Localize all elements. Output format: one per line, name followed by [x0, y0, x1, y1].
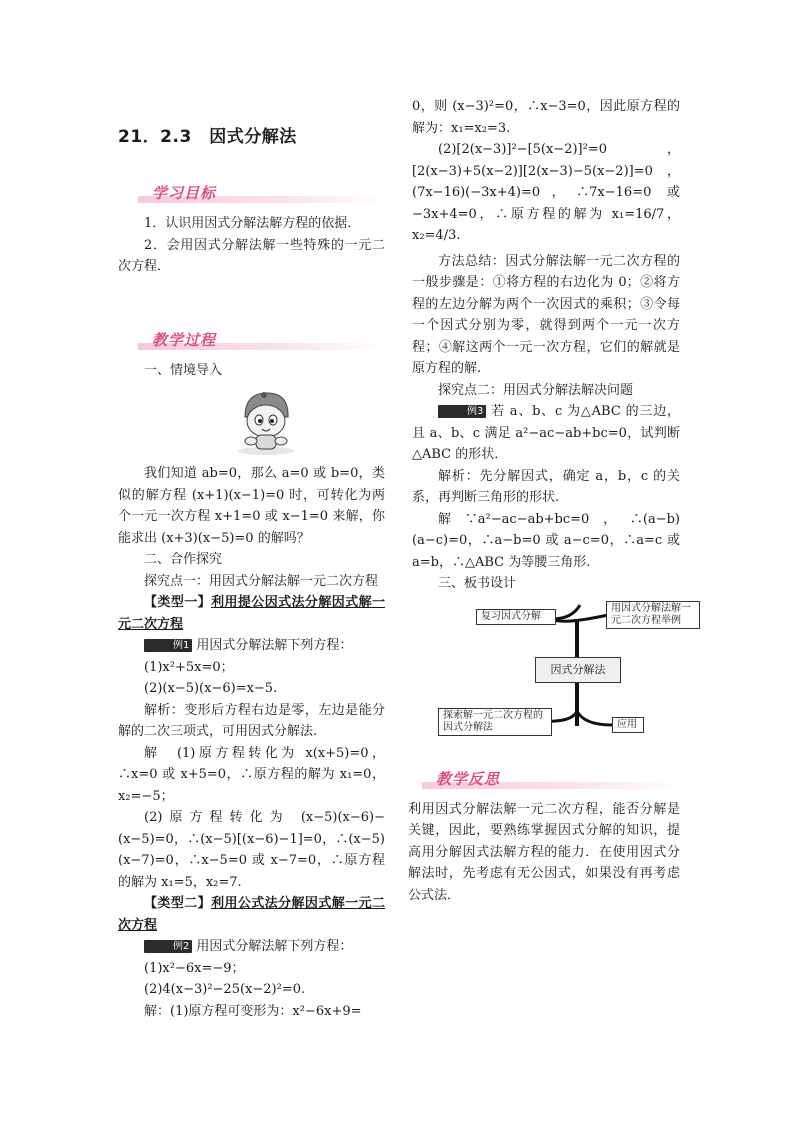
example-2-q1: (1)x²−6x=−9；	[144, 960, 245, 976]
right-column	[408, 96, 691, 906]
example-2-text: 用因式分解法解下列方程：	[196, 939, 353, 954]
intro-heading: 一、情境导入	[144, 362, 223, 378]
point2-heading: 探究点二：用因式分解法解决问题	[438, 382, 634, 398]
type2-text: 利用公式法分解因式解一元二次方程	[118, 896, 385, 933]
objective-2: 2．会用因式分解法解一些特殊的一元二次方程．	[118, 237, 385, 274]
example-2-solution-start: 解：(1)原方程可变形为：x²−6x+9=	[144, 1003, 362, 1019]
example-badge: 例3	[438, 405, 486, 418]
method-summary: 方法总结：因式分解法解一元二次方程的一般步骤是：①将方程的右边化为 0；②将方程的左边分解为两个一次因式的乘积；③令每一个因式分别为零，就得到两个一元一次方程；④解这两个一元一次方程，它们的解就是原方程的解.	[412, 253, 680, 376]
type2-heading	[118, 893, 385, 936]
objective-1: 1．认识用因式分解法解方程的依据．	[144, 216, 361, 231]
intro-text: 我们知道 ab=0，那么 a=0 或 b=0，类似的解方程 (x+1)(x−1)=0 时，可转化为两个一元一次方程 x+1=0 或 x−1=0 来解，你能求出 (x+3)(x−5)=0 的解吗？	[118, 466, 385, 546]
page-title: 21．2.3 因式分解法	[118, 127, 297, 147]
section-header-reflection	[402, 769, 680, 793]
example-1-text: 用因式分解法解下列方程：	[196, 638, 353, 653]
diagram-box-explore: 探索解一元二次方程的因式分解法	[438, 708, 552, 736]
section-label: 教学过程	[152, 330, 217, 349]
type1-tag: 【类型一】	[144, 595, 212, 610]
diagram-box-center: 因式分解法	[535, 657, 621, 683]
example-2-solution-cont: 0，则 (x−3)²=0，∴x−3=0，因此原方程的解为：x₁=x₂=3.	[412, 99, 680, 136]
example-2-q2: (2)4(x−3)²−25(x−2)²=0.	[144, 982, 306, 997]
section-label: 学习目标	[152, 184, 217, 202]
coop-heading: 二、合作探究	[144, 552, 223, 567]
section-header-objectives	[118, 183, 385, 207]
section-label: 教学反思	[436, 769, 501, 788]
example-1	[118, 635, 385, 657]
diagram-box-examples: 用因式分解法解一元二次方程举例	[606, 601, 700, 629]
example-3	[412, 401, 680, 466]
example-1-analysis: 解析：变形后方程右边是零，左边是能分解的二次三项式，可用因式分解法.	[118, 702, 385, 739]
diagram-box-review: 复习因式分解	[476, 609, 556, 625]
example-3-solution: 解∵a²−ac−ab+bc=0，∴(a−b)(a−c)=0，∴a−b=0 或 a−c=0，∴a=c 或 a=b，∴△ABC 为等腰三角形.	[412, 511, 680, 570]
type1-text: 利用提公因式法分解因式解一元二次方程	[118, 595, 385, 632]
example-3-analysis: 解析：先分解因式，确定 a，b，c 的关系，再判断三角形的形状.	[412, 468, 680, 505]
example-3-text: 若 a、b、c 为△ABC 的三边，且 a、b、c 满足 a²−ac−ab+bc=0，试判断△ABC 的形状．	[412, 404, 680, 462]
type1-heading	[118, 592, 385, 635]
example-1-solution-1: 解 (1)原方程转化为 x(x+5)=0，∴x=0 或 x+5=0，∴原方程的解为 x₁=0，x₂=−5；	[118, 745, 385, 804]
example-1-q2: (2)(x−5)(x−6)=x−5.	[144, 681, 278, 696]
section-header-process	[118, 330, 385, 354]
type2-tag: 【类型二】	[144, 896, 212, 911]
board-design-diagram	[412, 601, 691, 761]
point1-heading: 探究点一：用因式分解法解一元二次方程	[144, 573, 379, 589]
example-badge: 例1	[144, 639, 192, 652]
board-heading: 三、板书设计	[438, 576, 517, 591]
left-column	[118, 125, 385, 1022]
reflection-text: 利用因式分解法解一元二次方程，能否分解是关键，因此，要熟练掌握因式分解的知识，提高用分解因式法解方程的能力．在使用因式分解法时，先考虑有无公因式，如果没有再考虑公式法．	[408, 801, 680, 903]
example-1-solution-2: (2)原方程转化为 (x−5)(x−6)−(x−5)=0，∴(x−5)[(x−6)−1]=0，∴(x−5)(x−7)=0，∴x−5=0 或 x−7=0，∴原方程的解为 x₁=5，x₂=7.	[118, 810, 385, 890]
mascot-illustration	[231, 387, 301, 457]
example-2	[118, 936, 385, 958]
example-badge: 例2	[144, 940, 192, 953]
example-2-solution-2: (2)[2(x−3)]²−[5(x−2)]²=0，[2(x−3)+5(x−2)][2(x−3)−5(x−2)]=0，(7x−16)(−3x+4)=0，∴7x−16=0 或−3x+4=0，∴原方程的解为 x₁=16/7，x₂=4/3.	[412, 142, 680, 243]
example-1-q1: (1)x²+5x=0；	[144, 659, 234, 675]
diagram-box-apply: 应用	[612, 717, 644, 733]
